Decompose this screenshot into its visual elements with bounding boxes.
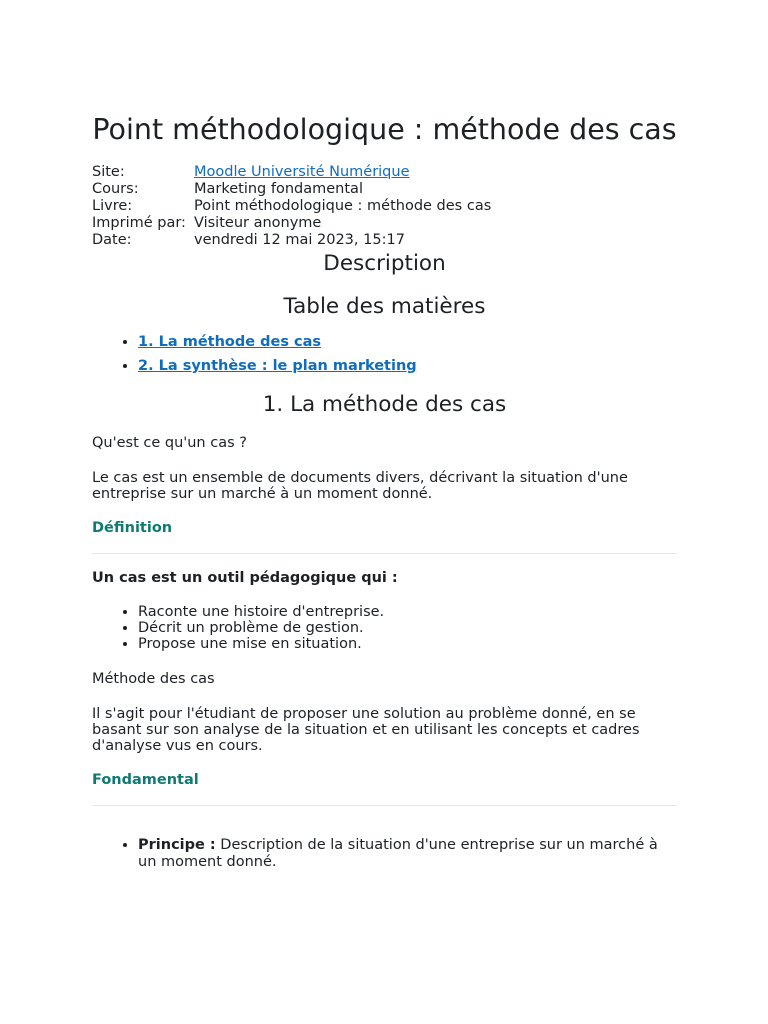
- meta-printed-by-value: Visiteur anonyme: [194, 215, 322, 231]
- meta-row-printed-by: [92, 215, 491, 232]
- print-metadata-table: [92, 164, 491, 249]
- meta-row-course: [92, 181, 491, 198]
- meta-printed-by-label: Imprimé par:: [92, 215, 186, 232]
- table-of-contents: [92, 334, 677, 375]
- meta-course-label: Cours:: [92, 181, 139, 197]
- question-text: Qu'est ce qu'un cas ?: [92, 435, 247, 451]
- meta-site-label: Site:: [92, 164, 125, 180]
- method-heading: Méthode des cas: [92, 671, 215, 687]
- chapter-1-heading: 1. La méthode des cas: [262, 392, 507, 417]
- principle-text: Description de la situation d'une entreprise sur un marché à un moment donné.: [138, 837, 658, 870]
- book-content: [92, 112, 677, 871]
- definition-divider: [92, 553, 677, 554]
- list-item: • Propose une mise en situation.: [138, 636, 677, 652]
- definition-list: [92, 604, 677, 652]
- meta-date-label: Date:: [92, 232, 132, 248]
- fundamental-divider: [92, 805, 677, 806]
- meta-course-value: Marketing fondamental: [194, 181, 363, 197]
- meta-row-date: [92, 232, 491, 249]
- site-link[interactable]: Moodle Université Numérique: [194, 164, 410, 180]
- principle-list: [92, 837, 677, 871]
- toc-heading: Table des matières: [283, 294, 486, 319]
- case-intro-paragraph: Le cas est un ensemble de documents divers, décrivant la situation d'une entreprise sur un marché à un moment donné.: [92, 470, 628, 502]
- definition-label: Définition: [92, 520, 173, 536]
- principle-label: Principe :: [138, 837, 216, 853]
- page-title: Point méthodologique : méthode des cas: [92, 113, 677, 146]
- method-paragraph: Il s'agit pour l'étudiant de proposer une solution au problème donné, en se basant sur son analyse de la situation et en utilisant les concepts et cadres d'analyse vus en cours.: [92, 706, 640, 754]
- meta-date-value: vendredi 12 mai 2023, 15:17: [194, 232, 405, 248]
- meta-book-value: Point méthodologique : méthode des cas: [194, 198, 492, 214]
- toc-item: [138, 334, 677, 351]
- fundamental-label: Fondamental: [92, 772, 199, 788]
- list-item: • Raconte une histoire d'entreprise.: [138, 604, 677, 620]
- meta-book-label: Livre:: [92, 198, 133, 214]
- toc-item: [138, 358, 677, 375]
- toc-link-chapter-2[interactable]: 2. La synthèse : le plan marketing: [138, 358, 417, 374]
- list-item: • Décrit un problème de gestion.: [138, 620, 677, 636]
- toc-link-chapter-1[interactable]: 1. La méthode des cas: [138, 334, 322, 350]
- description-heading: Description: [323, 251, 446, 276]
- meta-row-book: [92, 198, 491, 215]
- definition-lead: Un cas est un outil pédagogique qui :: [92, 570, 398, 586]
- meta-site-value: [194, 164, 491, 181]
- meta-row-site: [92, 164, 491, 181]
- list-item: [138, 837, 677, 871]
